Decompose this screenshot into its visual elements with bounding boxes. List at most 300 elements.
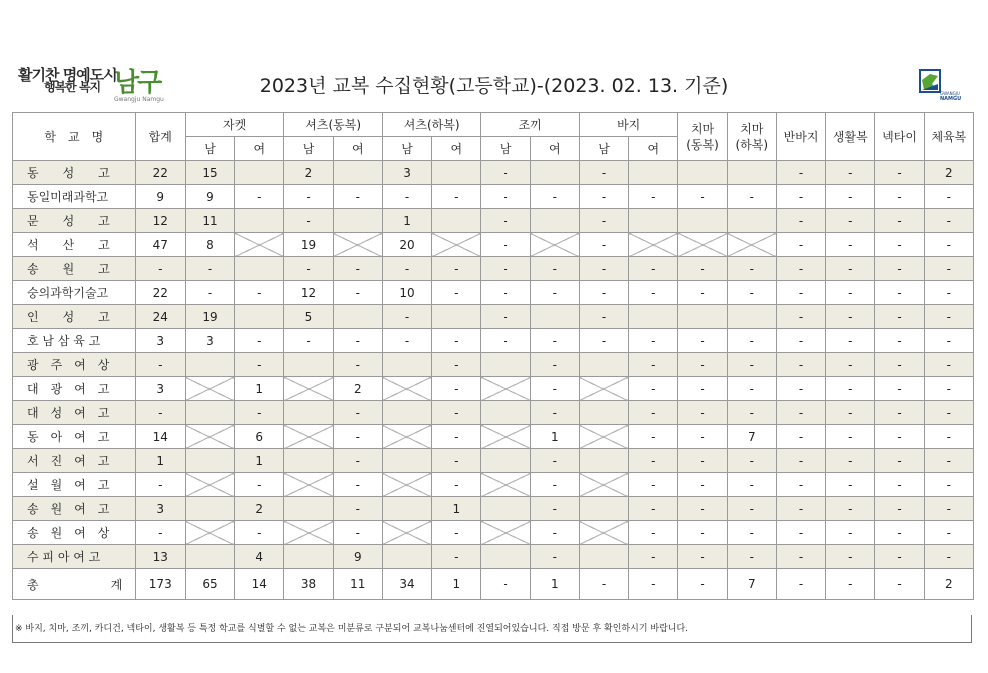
header-skirt-winter: 치마 (동복)	[678, 113, 727, 161]
not-applicable-cell	[333, 233, 382, 257]
not-applicable-cell	[382, 425, 431, 449]
header-skirt-summer: 치마 (하복)	[727, 113, 776, 161]
value-cell: 34	[382, 569, 431, 600]
school-name-cell: 석 산 고	[13, 233, 136, 257]
not-applicable-cell	[727, 209, 776, 233]
value-cell: -	[530, 281, 579, 305]
value-cell: -	[875, 185, 924, 209]
not-applicable-cell	[284, 521, 333, 545]
value-cell: -	[727, 185, 776, 209]
value-cell: -	[481, 161, 530, 185]
value-cell: -	[135, 473, 185, 497]
not-applicable-cell	[333, 161, 382, 185]
value-cell: -	[481, 329, 530, 353]
value-cell: -	[579, 185, 628, 209]
header-shirt-summer-male: 남	[382, 137, 431, 161]
not-applicable-cell	[382, 473, 431, 497]
value-cell: -	[382, 257, 431, 281]
value-cell: -	[432, 545, 481, 569]
not-applicable-cell	[235, 233, 284, 257]
value-cell: -	[135, 257, 185, 281]
header-vest: 조끼	[481, 113, 580, 137]
value-cell: -	[924, 281, 973, 305]
not-applicable-cell	[481, 377, 530, 401]
value-cell: -	[629, 401, 678, 425]
value-cell: -	[875, 329, 924, 353]
value-cell: 47	[135, 233, 185, 257]
not-applicable-cell	[284, 473, 333, 497]
value-cell: -	[826, 401, 875, 425]
not-applicable-cell	[284, 401, 333, 425]
not-applicable-cell	[481, 545, 530, 569]
table-row	[13, 545, 974, 569]
value-cell: -	[924, 401, 973, 425]
not-applicable-cell	[481, 353, 530, 377]
not-applicable-cell	[382, 449, 431, 473]
value-cell: 7	[727, 569, 776, 600]
value-cell: -	[235, 281, 284, 305]
value-cell: -	[875, 569, 924, 600]
not-applicable-cell	[727, 161, 776, 185]
not-applicable-cell	[185, 497, 234, 521]
not-applicable-cell	[284, 449, 333, 473]
table-row	[13, 497, 974, 521]
school-name-cell: 송 원 여 상	[13, 521, 136, 545]
value-cell: -	[333, 497, 382, 521]
value-cell: -	[284, 257, 333, 281]
value-cell: -	[432, 473, 481, 497]
value-cell: 11	[333, 569, 382, 600]
table-row	[13, 185, 974, 209]
value-cell: -	[432, 377, 481, 401]
value-cell: -	[924, 473, 973, 497]
value-cell: 3	[185, 329, 234, 353]
value-cell: 8	[185, 233, 234, 257]
value-cell: -	[776, 449, 825, 473]
value-cell: -	[579, 209, 628, 233]
value-cell: -	[481, 281, 530, 305]
value-cell: 4	[235, 545, 284, 569]
value-cell: -	[826, 281, 875, 305]
value-cell: -	[875, 473, 924, 497]
not-applicable-cell	[481, 401, 530, 425]
not-applicable-cell	[284, 353, 333, 377]
value-cell: -	[284, 185, 333, 209]
value-cell: -	[432, 281, 481, 305]
not-applicable-cell	[185, 401, 234, 425]
value-cell: -	[727, 257, 776, 281]
school-name-cell: 동일미래과학고	[13, 185, 136, 209]
value-cell: 2	[924, 569, 973, 600]
value-cell: -	[924, 329, 973, 353]
uniform-collection-table	[12, 112, 974, 600]
not-applicable-cell	[530, 305, 579, 329]
value-cell: -	[678, 281, 727, 305]
not-applicable-cell	[481, 473, 530, 497]
value-cell: -	[678, 425, 727, 449]
school-name-cell: 총 계	[13, 569, 136, 600]
value-cell: -	[333, 281, 382, 305]
not-applicable-cell	[185, 377, 234, 401]
table-row	[13, 281, 974, 305]
header-shirt-winter: 셔츠(동복)	[284, 113, 383, 137]
header-casual: 생활복	[826, 113, 875, 161]
value-cell: 6	[235, 425, 284, 449]
value-cell: -	[826, 161, 875, 185]
value-cell: -	[481, 209, 530, 233]
value-cell: -	[875, 161, 924, 185]
not-applicable-cell	[284, 377, 333, 401]
value-cell: 22	[135, 281, 185, 305]
value-cell: -	[727, 521, 776, 545]
not-applicable-cell	[235, 209, 284, 233]
value-cell: -	[530, 377, 579, 401]
value-cell: 1	[235, 377, 284, 401]
value-cell: -	[333, 449, 382, 473]
header-school: 학 교 명	[13, 113, 136, 161]
header-jacket-male: 남	[185, 137, 234, 161]
value-cell: -	[333, 425, 382, 449]
value-cell: 38	[284, 569, 333, 600]
header-shirt-winter-male: 남	[284, 137, 333, 161]
value-cell: 2	[235, 497, 284, 521]
school-name-cell: 문 성 고	[13, 209, 136, 233]
header-pants-male: 남	[579, 137, 628, 161]
table-row	[13, 521, 974, 545]
value-cell: -	[530, 353, 579, 377]
not-applicable-cell	[185, 425, 234, 449]
not-applicable-cell	[629, 233, 678, 257]
not-applicable-cell	[432, 161, 481, 185]
value-cell: 1	[432, 569, 481, 600]
not-applicable-cell	[185, 449, 234, 473]
value-cell: -	[333, 185, 382, 209]
not-applicable-cell	[333, 305, 382, 329]
table-body	[13, 161, 974, 600]
table-row	[13, 401, 974, 425]
table-row	[13, 377, 974, 401]
school-name-cell: 송 원 고	[13, 257, 136, 281]
value-cell: -	[629, 449, 678, 473]
value-cell: -	[185, 257, 234, 281]
value-cell: -	[432, 449, 481, 473]
school-name-cell: 수 피 아 여 고	[13, 545, 136, 569]
value-cell: -	[432, 185, 481, 209]
table-row	[13, 569, 974, 600]
value-cell: -	[776, 545, 825, 569]
value-cell: -	[629, 545, 678, 569]
table-row	[13, 425, 974, 449]
not-applicable-cell	[235, 305, 284, 329]
value-cell: -	[776, 257, 825, 281]
value-cell: -	[776, 161, 825, 185]
not-applicable-cell	[579, 377, 628, 401]
value-cell: 11	[185, 209, 234, 233]
value-cell: -	[481, 185, 530, 209]
logo-slogan-line2: 행복한 복지	[44, 80, 101, 94]
value-cell: 1	[530, 425, 579, 449]
value-cell: -	[530, 545, 579, 569]
value-cell: 14	[235, 569, 284, 600]
not-applicable-cell	[382, 353, 431, 377]
value-cell: -	[235, 185, 284, 209]
not-applicable-cell	[235, 257, 284, 281]
value-cell: -	[382, 329, 431, 353]
not-applicable-cell	[382, 545, 431, 569]
header-shirt-winter-female: 여	[333, 137, 382, 161]
header-shirt-summer-female: 여	[432, 137, 481, 161]
header-pants-female: 여	[629, 137, 678, 161]
value-cell: -	[333, 329, 382, 353]
not-applicable-cell	[530, 233, 579, 257]
value-cell: -	[481, 257, 530, 281]
value-cell: -	[432, 329, 481, 353]
value-cell: -	[875, 233, 924, 257]
not-applicable-cell	[579, 449, 628, 473]
value-cell: 12	[135, 209, 185, 233]
value-cell: -	[629, 569, 678, 600]
value-cell: 1	[135, 449, 185, 473]
not-applicable-cell	[530, 161, 579, 185]
logo-namgu-text: 남구	[114, 68, 161, 98]
value-cell: -	[924, 521, 973, 545]
school-name-cell: 호 남 삼 육 고	[13, 329, 136, 353]
value-cell: -	[235, 353, 284, 377]
not-applicable-cell	[678, 161, 727, 185]
value-cell: -	[727, 545, 776, 569]
value-cell: -	[826, 353, 875, 377]
value-cell: -	[826, 185, 875, 209]
value-cell: -	[924, 257, 973, 281]
not-applicable-cell	[284, 425, 333, 449]
not-applicable-cell	[579, 401, 628, 425]
value-cell: -	[530, 257, 579, 281]
value-cell: -	[235, 521, 284, 545]
value-cell: 9	[185, 185, 234, 209]
school-name-cell: 동 아 여 고	[13, 425, 136, 449]
value-cell: 5	[284, 305, 333, 329]
value-cell: -	[727, 353, 776, 377]
emblem-word-text: NAMGU	[940, 96, 962, 102]
value-cell: -	[382, 185, 431, 209]
value-cell: 12	[284, 281, 333, 305]
not-applicable-cell	[432, 305, 481, 329]
value-cell: -	[530, 521, 579, 545]
value-cell: 3	[135, 497, 185, 521]
not-applicable-cell	[333, 209, 382, 233]
value-cell: -	[875, 425, 924, 449]
value-cell: -	[579, 233, 628, 257]
table-row	[13, 233, 974, 257]
value-cell: -	[875, 377, 924, 401]
school-name-cell: 인 성 고	[13, 305, 136, 329]
not-applicable-cell	[382, 521, 431, 545]
value-cell: -	[678, 377, 727, 401]
not-applicable-cell	[579, 473, 628, 497]
value-cell: -	[924, 497, 973, 521]
logo-sub-text: Gwangju Namgu	[114, 96, 164, 103]
table-row	[13, 305, 974, 329]
value-cell: -	[678, 257, 727, 281]
value-cell: -	[826, 257, 875, 281]
value-cell: -	[432, 521, 481, 545]
value-cell: 14	[135, 425, 185, 449]
value-cell: -	[629, 353, 678, 377]
value-cell: -	[629, 281, 678, 305]
value-cell: 3	[382, 161, 431, 185]
value-cell: -	[530, 185, 579, 209]
value-cell: -	[678, 569, 727, 600]
value-cell: -	[530, 473, 579, 497]
value-cell: -	[875, 401, 924, 425]
not-applicable-cell	[382, 377, 431, 401]
value-cell: -	[924, 545, 973, 569]
value-cell: -	[826, 497, 875, 521]
value-cell: -	[875, 257, 924, 281]
value-cell: -	[875, 545, 924, 569]
value-cell: -	[579, 257, 628, 281]
value-cell: -	[776, 569, 825, 600]
value-cell: -	[135, 353, 185, 377]
value-cell: 13	[135, 545, 185, 569]
logo-slogan-line1: 활기찬 명예도시	[18, 66, 117, 84]
value-cell: -	[333, 257, 382, 281]
value-cell: 65	[185, 569, 234, 600]
value-cell: 1	[235, 449, 284, 473]
value-cell: 19	[284, 233, 333, 257]
value-cell: 3	[135, 377, 185, 401]
table-row	[13, 209, 974, 233]
value-cell: -	[530, 401, 579, 425]
value-cell: -	[924, 305, 973, 329]
value-cell: -	[924, 425, 973, 449]
not-applicable-cell	[579, 353, 628, 377]
not-applicable-cell	[185, 473, 234, 497]
not-applicable-cell	[481, 425, 530, 449]
not-applicable-cell	[579, 521, 628, 545]
school-name-cell: 동 성 고	[13, 161, 136, 185]
value-cell: -	[678, 497, 727, 521]
value-cell: -	[776, 497, 825, 521]
value-cell: -	[629, 257, 678, 281]
school-name-cell: 숭의과학기술고	[13, 281, 136, 305]
value-cell: 173	[135, 569, 185, 600]
value-cell: -	[629, 425, 678, 449]
school-name-cell: 송 원 여 고	[13, 497, 136, 521]
school-name-cell: 대 성 여 고	[13, 401, 136, 425]
value-cell: -	[629, 329, 678, 353]
page-title: 2023년 교복 수집현황(고등학교)-(2023. 02. 13. 기준)	[259, 75, 729, 97]
not-applicable-cell	[382, 401, 431, 425]
school-name-cell: 광 주 여 상	[13, 353, 136, 377]
value-cell: 9	[135, 185, 185, 209]
not-applicable-cell	[629, 305, 678, 329]
header-jacket-female: 여	[235, 137, 284, 161]
value-cell: -	[776, 281, 825, 305]
value-cell: -	[284, 209, 333, 233]
value-cell: -	[432, 353, 481, 377]
value-cell: -	[235, 401, 284, 425]
header-pants: 바지	[579, 113, 678, 137]
value-cell: -	[826, 521, 875, 545]
value-cell: -	[382, 305, 431, 329]
value-cell: -	[776, 185, 825, 209]
value-cell: -	[776, 425, 825, 449]
school-name-cell: 설 월 여 고	[13, 473, 136, 497]
value-cell: -	[826, 545, 875, 569]
value-cell: -	[875, 521, 924, 545]
value-cell: -	[678, 473, 727, 497]
value-cell: -	[727, 329, 776, 353]
value-cell: 9	[333, 545, 382, 569]
emblem-sub-text: GWANGJU	[940, 91, 960, 96]
value-cell: -	[776, 473, 825, 497]
not-applicable-cell	[579, 497, 628, 521]
value-cell: -	[924, 377, 973, 401]
table-row	[13, 257, 974, 281]
value-cell: -	[678, 401, 727, 425]
header-vest-female: 여	[530, 137, 579, 161]
table-row	[13, 353, 974, 377]
value-cell: 1	[382, 209, 431, 233]
value-cell: -	[629, 473, 678, 497]
value-cell: -	[678, 185, 727, 209]
value-cell: 2	[924, 161, 973, 185]
not-applicable-cell	[185, 521, 234, 545]
value-cell: -	[727, 401, 776, 425]
value-cell: -	[530, 449, 579, 473]
header-shorts: 반바지	[776, 113, 825, 161]
value-cell: -	[579, 281, 628, 305]
value-cell: -	[826, 569, 875, 600]
value-cell: -	[826, 473, 875, 497]
header-vest-male: 남	[481, 137, 530, 161]
value-cell: -	[678, 329, 727, 353]
value-cell: -	[678, 449, 727, 473]
value-cell: -	[432, 257, 481, 281]
not-applicable-cell	[185, 353, 234, 377]
not-applicable-cell	[629, 161, 678, 185]
value-cell: -	[185, 281, 234, 305]
value-cell: -	[530, 329, 579, 353]
value-cell: -	[875, 353, 924, 377]
not-applicable-cell	[629, 209, 678, 233]
not-applicable-cell	[432, 233, 481, 257]
value-cell: 7	[727, 425, 776, 449]
value-cell: -	[826, 449, 875, 473]
not-applicable-cell	[727, 233, 776, 257]
table-row	[13, 161, 974, 185]
value-cell: 15	[185, 161, 234, 185]
value-cell: -	[776, 401, 825, 425]
value-cell: -	[727, 497, 776, 521]
not-applicable-cell	[678, 233, 727, 257]
not-applicable-cell	[284, 545, 333, 569]
value-cell: -	[924, 185, 973, 209]
value-cell: -	[481, 305, 530, 329]
value-cell: -	[776, 521, 825, 545]
value-cell: -	[530, 497, 579, 521]
value-cell: -	[579, 305, 628, 329]
school-name-cell: 대 광 여 고	[13, 377, 136, 401]
not-applicable-cell	[727, 305, 776, 329]
value-cell: 1	[530, 569, 579, 600]
emblem-icon	[918, 66, 942, 106]
value-cell: -	[875, 497, 924, 521]
value-cell: -	[629, 185, 678, 209]
value-cell: -	[333, 401, 382, 425]
value-cell: -	[826, 305, 875, 329]
